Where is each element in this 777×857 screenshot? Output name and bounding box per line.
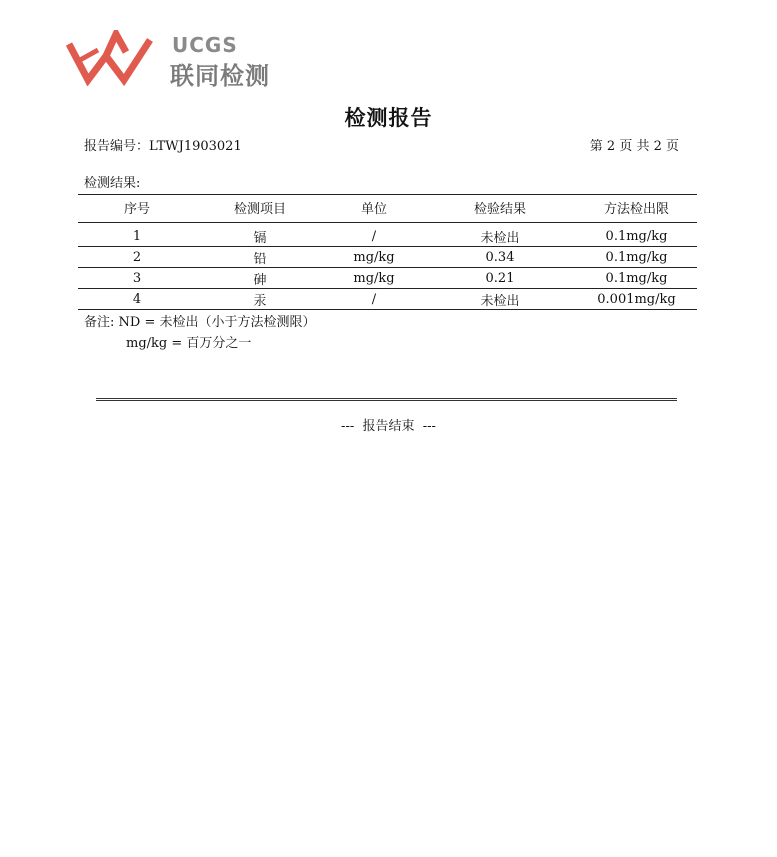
table-cell: 0.001mg/kg	[576, 289, 697, 310]
table-cell: /	[324, 223, 424, 247]
column-header: 序号	[78, 195, 196, 223]
table-cell: 汞	[196, 289, 324, 310]
column-header: 单位	[324, 195, 424, 223]
column-header: 检验结果	[424, 195, 576, 223]
section-label: 检测结果:	[84, 176, 141, 191]
table-cell: 0.21	[424, 268, 576, 289]
brand-name-en: UCGS	[172, 33, 238, 57]
page-title: 检测报告	[344, 106, 433, 130]
table-cell: 0.1mg/kg	[576, 223, 697, 247]
table-row	[78, 223, 697, 247]
report-number: 报告编号：LTWJ1903021	[84, 139, 242, 154]
table-cell: mg/kg	[324, 247, 424, 268]
table-cell: 2	[78, 247, 196, 268]
results-table	[78, 194, 697, 310]
report-end: --- 报告结束 ---	[341, 419, 436, 434]
crown-logo-icon	[66, 30, 156, 86]
table-cell: /	[324, 289, 424, 310]
notes	[84, 312, 315, 354]
column-header: 检测项目	[196, 195, 324, 223]
brand-name-cn: 联同检测	[170, 62, 270, 90]
page-info: 第 2 页 共 2 页	[589, 139, 679, 154]
table-cell: 未检出	[424, 289, 576, 310]
table-cell: 砷	[196, 268, 324, 289]
company-logo	[66, 30, 296, 90]
table-header-row	[78, 195, 697, 223]
column-header: 方法检出限	[576, 195, 697, 223]
table-row	[78, 268, 697, 289]
table-cell: 镉	[196, 223, 324, 247]
table-cell: mg/kg	[324, 268, 424, 289]
table-cell: 未检出	[424, 223, 576, 247]
table-cell: 铅	[196, 247, 324, 268]
note-line: 备注: ND = 未检出（小于方法检测限）	[84, 315, 316, 330]
table-cell: 1	[78, 223, 196, 247]
table-cell: 3	[78, 268, 196, 289]
end-divider	[96, 398, 677, 401]
table-cell: 0.1mg/kg	[576, 247, 697, 268]
table-cell: 0.34	[424, 247, 576, 268]
table-row	[78, 247, 697, 268]
table-row	[78, 289, 697, 310]
note-line: mg/kg = 百万分之一	[126, 336, 252, 351]
table-cell: 0.1mg/kg	[576, 268, 697, 289]
table-cell: 4	[78, 289, 196, 310]
